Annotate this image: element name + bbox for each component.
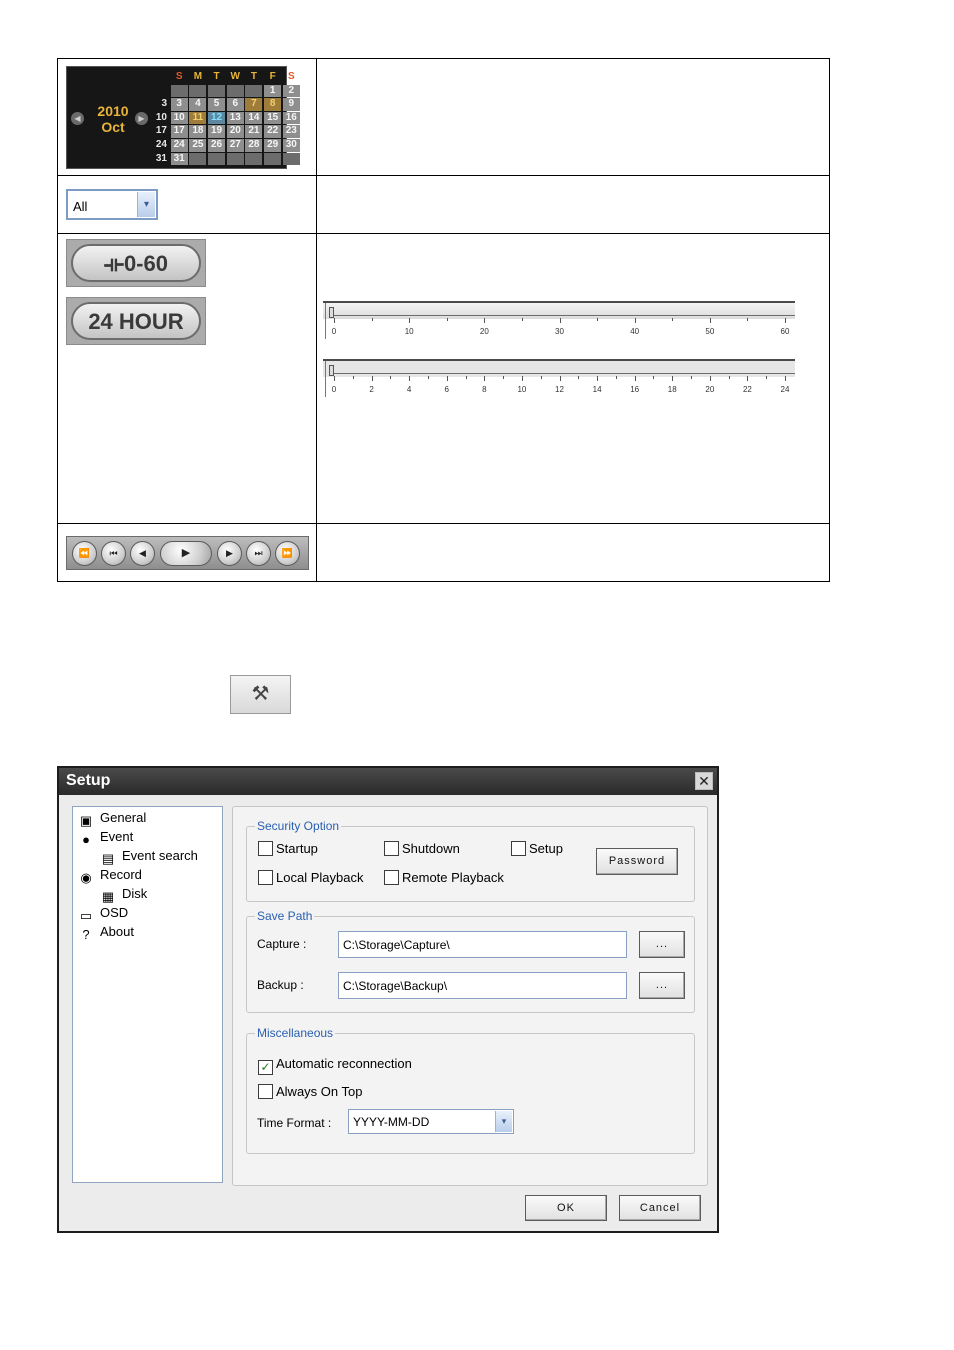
backup-label: Backup : — [257, 978, 304, 992]
week-label: 24 — [155, 138, 167, 150]
time-format-value: YYYY-MM-DD — [353, 1115, 430, 1129]
timeline-tick — [560, 318, 561, 323]
calendar-day[interactable]: 15 — [264, 112, 281, 125]
nav-item-event-search[interactable] — [100, 848, 198, 866]
chevron-down-icon[interactable]: ▾ — [137, 192, 155, 217]
select-cell — [58, 176, 317, 234]
timeline-divider — [325, 361, 326, 397]
fast-forward-icon[interactable]: ⏩ — [275, 541, 300, 566]
calendar-day[interactable]: 25 — [189, 139, 206, 152]
timeline-tick — [334, 318, 335, 323]
zoom-24-hour-label: 24 HOUR — [71, 302, 201, 340]
playback-controls — [66, 536, 309, 570]
timeline-tick — [635, 376, 636, 381]
channel-select[interactable] — [66, 189, 158, 220]
calendar-month: Oct — [101, 119, 125, 135]
week-label: 10 — [155, 111, 167, 123]
timeline-tick-label: 20 — [705, 385, 715, 394]
weekday-header: S — [287, 71, 295, 82]
startup-label: Startup — [276, 841, 318, 856]
nav-item-label: Record — [100, 867, 142, 882]
general-settings-panel — [232, 806, 708, 1186]
calendar-day[interactable]: 20 — [227, 125, 244, 138]
setup-label: Setup — [529, 841, 563, 856]
timeline-tick — [484, 376, 485, 381]
skip-back-icon[interactable]: ⏮ — [101, 541, 126, 566]
timeline-tick — [616, 376, 617, 379]
local-playback-label: Local Playback — [276, 870, 364, 885]
skip-forward-icon[interactable]: ⏭ — [246, 541, 271, 566]
timeline-track — [323, 359, 795, 377]
password-button[interactable]: Password — [596, 848, 678, 875]
timeline-tick-label: 4 — [406, 385, 412, 394]
timeline-tick-label: 50 — [705, 327, 715, 336]
dialog-title: Setup — [66, 772, 111, 789]
calendar-day[interactable]: 21 — [245, 125, 262, 138]
timeline-tick — [710, 376, 711, 381]
timeline-tick-label: 2 — [369, 385, 374, 394]
timeline-tick — [409, 376, 410, 381]
security-option-legend: Security Option — [257, 819, 340, 833]
timeline-tick-label: 8 — [482, 385, 487, 394]
timeline-tick — [522, 318, 523, 321]
calendar-day[interactable]: 24 — [171, 139, 188, 152]
timeline-tick — [503, 376, 504, 379]
calendar-day[interactable]: 28 — [245, 139, 262, 152]
calendar-day[interactable]: 22 — [264, 125, 281, 138]
chevron-down-icon[interactable]: ▾ — [495, 1111, 512, 1132]
timeline-tick — [729, 376, 730, 379]
calendar-day — [245, 85, 262, 98]
timeline-tick — [522, 376, 523, 381]
timeline-tick — [372, 376, 373, 381]
timeline-tick — [447, 318, 448, 321]
timeline-tick — [672, 318, 673, 321]
capture-label: Capture : — [257, 937, 307, 951]
capture-path-input[interactable]: C:\Storage\Capture\ — [338, 931, 627, 958]
nav-item-icon: ▭ — [79, 908, 93, 923]
timeline-tick — [447, 376, 448, 381]
timeline-tick-label: 30 — [555, 327, 564, 336]
calendar-day[interactable]: 5 — [208, 98, 225, 111]
auto-reconnect-checkbox[interactable] — [258, 1056, 412, 1075]
calendar-day — [227, 153, 244, 166]
week-label — [153, 85, 169, 98]
miscellaneous-group — [246, 1026, 695, 1154]
timeline-tick — [578, 376, 579, 379]
description-cell — [317, 59, 830, 176]
startup-checkbox[interactable] — [258, 841, 318, 857]
nav-item-general[interactable] — [78, 810, 146, 828]
next-month-icon[interactable]: ▶ — [135, 112, 148, 125]
week-label: 3 — [161, 98, 167, 110]
calendar-day — [208, 153, 225, 166]
timeline-tick — [353, 376, 354, 379]
timeline-track — [323, 301, 795, 319]
nav-item-label: Event — [100, 829, 134, 844]
timeline-handle[interactable] — [329, 365, 334, 376]
calendar-day[interactable]: 16 — [283, 112, 300, 125]
calendar-day[interactable]: 12 — [208, 112, 225, 125]
zoom-60-minute-label: ⟛0-60 — [71, 244, 201, 282]
local-playback-checkbox[interactable] — [258, 870, 363, 886]
checkbox-box[interactable] — [258, 1084, 273, 1099]
calendar-header — [67, 67, 153, 168]
weekday-header: M — [193, 71, 203, 82]
time-format-label: Time Format : — [257, 1116, 332, 1130]
nav-item-about[interactable] — [78, 924, 134, 942]
player-cell — [58, 524, 317, 582]
timeline-24-hour[interactable] — [323, 359, 795, 399]
timeline-tick — [747, 318, 748, 321]
calendar-day — [245, 153, 262, 166]
timeline-cell — [317, 234, 830, 524]
auto-reconnect-label: Automatic reconnection — [276, 1056, 412, 1071]
timeline-tick-label: 14 — [592, 385, 602, 394]
weekday-header: F — [269, 71, 276, 82]
weekday-header: T — [213, 71, 220, 82]
step-forward-icon[interactable]: ▶ — [217, 541, 242, 566]
channel-select-value: All — [73, 199, 88, 214]
close-icon[interactable]: ✕ — [695, 772, 713, 790]
timeline-tick-label: 40 — [630, 327, 640, 336]
capture-browse-button[interactable]: ... — [639, 931, 685, 958]
calendar-grid — [153, 71, 300, 165]
nav-item-icon: ◉ — [80, 870, 92, 885]
nav-item-label: General — [100, 810, 147, 825]
nav-item-icon: ▦ — [101, 889, 115, 904]
calendar-cell — [58, 59, 317, 176]
calendar-day[interactable]: 17 — [171, 125, 188, 138]
always-on-top-checkbox[interactable] — [258, 1084, 362, 1100]
setup-dialog — [57, 766, 719, 1233]
timeline-tick — [653, 376, 654, 379]
nav-item-icon: ? — [82, 927, 90, 942]
nav-item-label: Event search — [122, 848, 198, 863]
timeline-line — [331, 373, 795, 374]
calendar-day[interactable]: 30 — [283, 139, 300, 152]
remote-playback-label: Remote Playback — [402, 870, 504, 885]
prev-month-icon[interactable]: ◀ — [71, 112, 84, 125]
checkbox-box[interactable] — [384, 841, 399, 856]
security-option-group — [246, 819, 695, 902]
timeline-tick — [372, 318, 373, 321]
setup-checkbox[interactable] — [511, 841, 563, 857]
timeline-tick-label: 10 — [404, 327, 414, 336]
calendar-day[interactable]: 9 — [283, 98, 300, 111]
timeline-tick-label: 22 — [742, 385, 752, 394]
calendar-day[interactable]: 13 — [227, 112, 244, 125]
timeline-tick-label: 60 — [780, 327, 790, 336]
calendar-day — [189, 153, 206, 166]
always-on-top-label: Always On Top — [276, 1084, 363, 1099]
calendar-day[interactable]: 18 — [189, 125, 206, 138]
setup-tool-icon[interactable]: ⚒ — [230, 675, 291, 714]
timeline-tick — [766, 376, 767, 379]
timeline-tick — [635, 318, 636, 323]
timeline-handle[interactable] — [329, 307, 334, 318]
timeline-tick — [409, 318, 410, 323]
calendar-corner — [153, 71, 169, 84]
timeline-tick — [691, 376, 692, 379]
calendar-day[interactable]: 6 — [227, 98, 244, 111]
timeline-tick-label: 10 — [517, 385, 527, 394]
timeline-tick-label: 0 — [331, 327, 337, 336]
weekday-header: W — [230, 71, 240, 82]
timeline-divider — [325, 303, 326, 339]
backup-path-input[interactable]: C:\Storage\Backup\ — [338, 972, 627, 999]
timeline-tick — [597, 376, 598, 381]
nav-item-record[interactable] — [78, 867, 142, 885]
timeline-tick — [466, 376, 467, 379]
timeline-tick — [785, 318, 786, 323]
timeline-tick — [334, 376, 335, 381]
calendar-year: 2010 — [97, 103, 129, 119]
calendar-day[interactable]: 4 — [189, 98, 206, 111]
weekday-header: S — [175, 71, 183, 82]
timeline-tick — [597, 318, 598, 321]
calendar-widget[interactable] — [66, 66, 297, 169]
calendar-day — [264, 153, 281, 166]
shutdown-checkbox[interactable] — [384, 841, 460, 857]
timeline-tick — [785, 376, 786, 381]
calendar-day[interactable]: 11 — [189, 112, 206, 125]
timeline-tick — [484, 318, 485, 323]
nav-item-event[interactable] — [78, 829, 133, 847]
calendar-day[interactable]: 14 — [245, 112, 262, 125]
calendar-day[interactable]: 19 — [208, 125, 225, 138]
time-format-select[interactable] — [348, 1109, 514, 1134]
timeline-tick — [428, 376, 429, 379]
timeline-tick-label: 12 — [555, 385, 564, 394]
nav-item-icon: ▣ — [79, 813, 93, 828]
cancel-button[interactable]: Cancel — [619, 1195, 701, 1221]
zoom-buttons-cell — [58, 234, 317, 524]
nav-item-label: Disk — [122, 886, 148, 901]
calendar-day[interactable]: 27 — [227, 139, 244, 152]
checkbox-box[interactable] — [258, 870, 273, 885]
setup-nav-tree — [72, 806, 223, 1183]
calendar-day[interactable]: 1 — [264, 85, 281, 98]
step-back-icon[interactable]: ◀ — [130, 541, 155, 566]
save-path-legend: Save Path — [257, 909, 313, 923]
calendar-day[interactable]: 10 — [171, 112, 188, 125]
timeline-tick — [747, 376, 748, 381]
calendar-day[interactable]: 31 — [171, 153, 188, 166]
calendar-day[interactable]: 2 — [283, 85, 300, 98]
calendar-day[interactable]: 26 — [208, 139, 225, 152]
zoom-24-hour-button[interactable] — [66, 297, 206, 345]
calendar-day[interactable]: 29 — [264, 139, 281, 152]
save-path-group — [246, 909, 695, 1013]
checkbox-box[interactable] — [511, 841, 526, 856]
miscellaneous-legend: Miscellaneous — [257, 1026, 334, 1040]
timeline-tick-label: 16 — [630, 385, 640, 394]
nav-item-disk[interactable] — [100, 886, 147, 904]
calendar-day[interactable]: 3 — [171, 98, 188, 111]
nav-item-label: OSD — [100, 905, 129, 920]
week-label: 17 — [155, 125, 167, 137]
checkbox-box[interactable] — [384, 870, 399, 885]
checkbox-box[interactable] — [258, 841, 273, 856]
zoom-60-minute-button[interactable] — [66, 239, 206, 287]
timeline-tick — [710, 318, 711, 323]
calendar-day — [208, 85, 225, 98]
weekday-header: T — [250, 71, 257, 82]
description-cell — [317, 524, 830, 582]
nav-item-icon: ● — [82, 832, 90, 847]
checkbox-box[interactable]: ✓ — [258, 1060, 273, 1075]
description-cell — [317, 176, 830, 234]
calendar-day[interactable]: 23 — [283, 125, 300, 138]
timeline-tick — [672, 376, 673, 381]
backup-browse-button[interactable]: ... — [639, 972, 685, 999]
timeline-tick — [560, 376, 561, 381]
timeline-tick-label: 20 — [479, 327, 489, 336]
calendar-day — [189, 85, 206, 98]
ok-button[interactable]: OK — [525, 1195, 607, 1221]
reference-table — [57, 58, 830, 582]
timeline-tick-label: 0 — [331, 385, 337, 394]
shutdown-label: Shutdown — [402, 841, 460, 856]
calendar-day — [171, 85, 188, 98]
timeline-line — [331, 315, 795, 316]
nav-item-icon: ▤ — [101, 851, 115, 866]
calendar-day[interactable]: 8 — [264, 98, 281, 111]
timeline-tick-label: 6 — [444, 385, 449, 394]
nav-item-osd[interactable] — [78, 905, 128, 923]
timeline-tick — [390, 376, 391, 379]
timeline-60-minute[interactable] — [323, 301, 795, 341]
nav-item-label: About — [100, 924, 134, 939]
calendar-day — [227, 85, 244, 98]
calendar-day — [283, 153, 300, 166]
timeline-tick — [541, 376, 542, 379]
timeline-tick-label: 24 — [780, 385, 790, 394]
dialog-titlebar[interactable] — [59, 768, 717, 795]
play-icon[interactable]: ▶ — [160, 541, 212, 566]
remote-playback-checkbox[interactable] — [384, 870, 504, 886]
timeline-tick-label: 18 — [667, 385, 677, 394]
week-label: 31 — [155, 152, 167, 164]
calendar-day[interactable]: 7 — [245, 98, 262, 111]
rewind-icon[interactable]: ⏪ — [72, 541, 97, 566]
